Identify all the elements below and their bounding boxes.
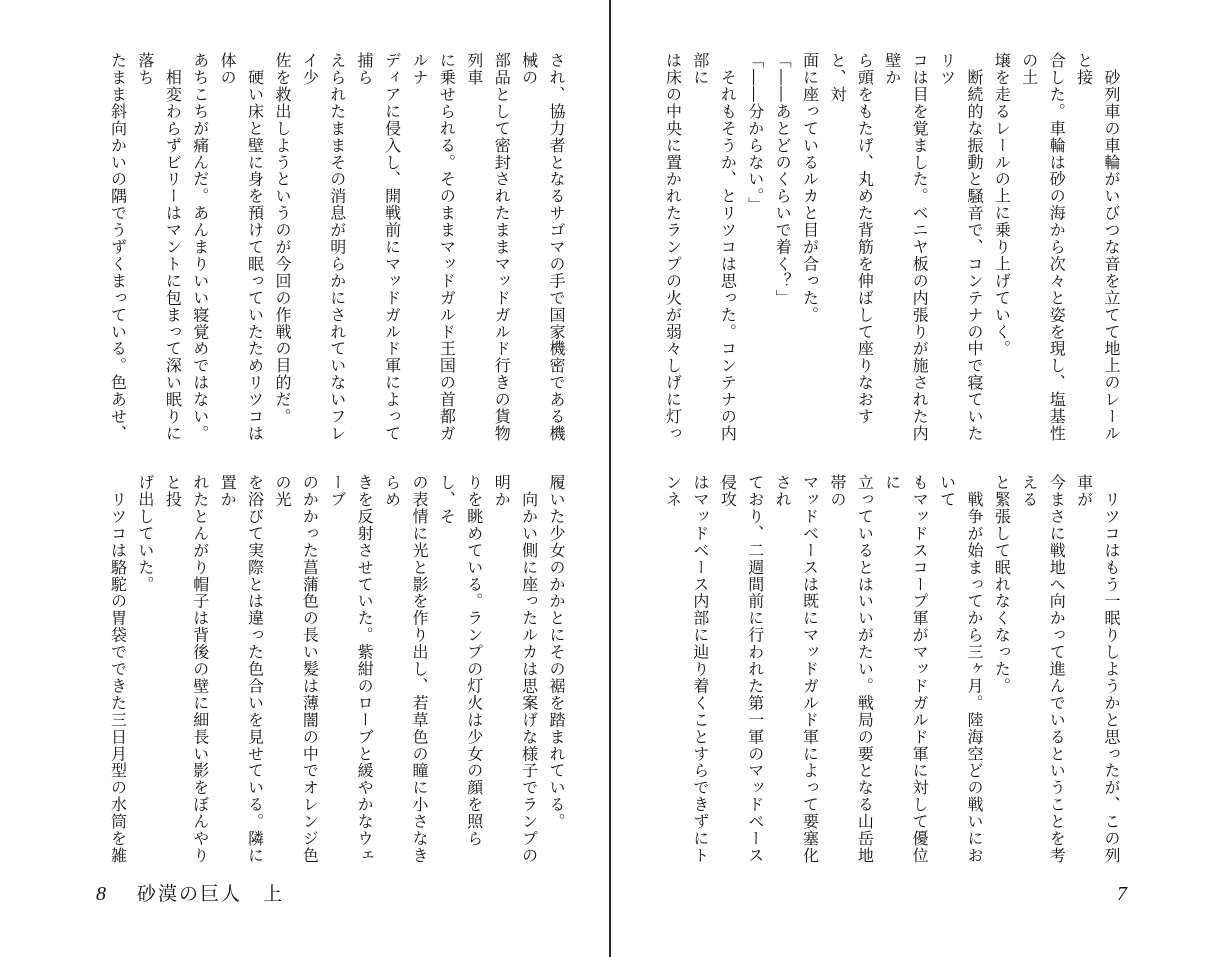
right-page-lower-text: リツコはもう一眠りしようかと思ったが、この列車が 今まさに戦地へ向かって進んでいるということを考える と緊張して眠れなくなった。 戦争が始まってから三ヶ月。陸海空どの戦いにおいて もマッドスコープ軍がマッドガルド軍に対して優位に 立っているとはいいがたい。戦局の要となる山岳地帯の マッドベースは既にマッドガルド軍によって要塞化され ており、二週間前に行われた第一軍のマッドベース侵攻 はマッドベース内部に辿り着くことすらできずにトンネ — [663, 474, 1121, 864]
page-number-right: 7 — [1117, 883, 1127, 905]
left-page — [0, 0, 609, 957]
running-head: 砂漠の巨人 上 — [137, 883, 285, 905]
left-page-lower-text: 履いた少女のかかとにその裾を踏まれている。 向かい側に座ったルカは思案げな様子でランプの明か りを眺めている。ランプの灯火は少女の顔を照らし、そ の表情に光と影を作り出し、若草色の瞳に小さなきらめ きを反射させていた。紫紺のローブと緩やかなウェーブ のかかった菖蒲色の長い髪は薄闇の中でオレンジ色の光 を浴びて実際とは違った色合いを見せている。隣に置か れたとんがり帽子は背後の壁に細長い影をぼんやりと投 げ出していた。 リツコは駱駝の胃袋でできた三日月型の水筒を雑 — [108, 474, 566, 864]
right-page-upper-text: 砂列車の車輪がいびつな音を立てて地上のレールと接 合した。車輪は砂の海から次々と姿を現し、塩基性の土 壌を走るレールの上に乗り上げていく。 断続的な振動と騒音で、コンテナの中で寝ていたリツ コは目を覚ました。ベニヤ板の内張りが施された内壁か ら頭をもたげ、丸めた背筋を伸ばして座りなおすと、対 面に座っているルカと目が合った。 「――あとどのくらいで着く？」 「――分からない。」 それもそうか、とリツコは思った。コンテナの内部に は床の中央に置かれたランプの火が弱々しげに灯っ — [663, 52, 1121, 442]
left-page-upper-text: され、協力者となるサゴマの手で国家機密である機械の 部品として密封されたままマッドガルド行きの貨物列車 に乗せられる。そのままマッドガルド王国の首都ガルナ ディアに侵入し、開戦前にマッドガルド軍によって捕ら えられたままその消息が明らかにされていないフレイ少 佐を救出しようというのが今回の作戦の目的だ。 硬い床と壁に身を預けて眠っていたためリツコは体の あちこちが痛んだ。あんまりいい寝覚めではない。 相変わらずビリーはマントに包まって深い眠りに落ち たまま斜向かいの隅でうずくまっている。色あせ、 — [108, 52, 566, 442]
page-number-left: 8 — [96, 883, 106, 905]
right-page — [611, 0, 1220, 957]
